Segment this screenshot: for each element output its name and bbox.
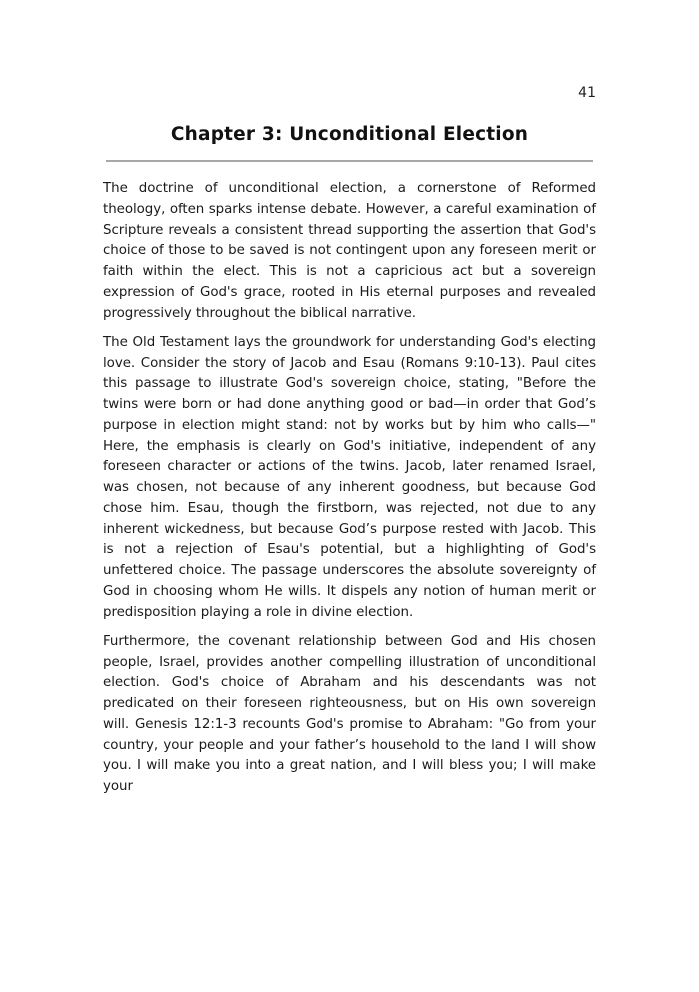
title-divider xyxy=(106,160,593,162)
paragraph: The Old Testament lays the groundwork for understanding God's electing love. Consider the story of Jacob and Esau (Romans 9:10-13). Paul cites this passage to illustrate God's sovereign choice, stating, "Before the twins were born or had done anything good or bad—in order that God’s purpose in election might stand: not by works but by him who calls—" Here, the emphasis is clearly on God's initiative, independent of any foreseen character or actions of the twins. Jacob, later renamed Israel, was chosen, not because of any inherent goodness, but because God chose him. Esau, though the firstborn, was rejected, not due to any inherent wickedness, but because God’s purpose rested with Jacob. This is not a rejection of Esau's potential, but a highlighting of God's unfettered choice. The passage underscores the absolute sovereignty of God in choosing whom He wills. It dispels any notion of human merit or predisposition playing a role in divine election. xyxy=(103,334,596,620)
paragraph: Furthermore, the covenant relationship between God and His chosen people, Israel, provides another compelling illustration of unconditional election. God's choice of Abraham and his descendants was not predicated on their foreseen righteousness, but on His own sovereign will. Genesis 12:1-3 recounts God's promise to Abraham: "Go from your country, your people and your father’s household to the land I will show you. I will make you into a great nation, and I will bless you; I will make your xyxy=(103,633,596,794)
page-number: 41 xyxy=(578,85,596,101)
body-text xyxy=(103,179,596,806)
paragraph: The doctrine of unconditional election, a cornerstone of Reformed theology, often sparks intense debate. However, a careful examination of Scripture reveals a consistent thread supporting the assertion that God's choice of those to be saved is not contingent upon any foreseen merit or faith within the elect. This is not a capricious act but a sovereign expression of God's grace, rooted in His eternal purposes and revealed progressively throughout the biblical narrative. xyxy=(103,181,596,321)
chapter-title: Chapter 3: Unconditional Election xyxy=(170,124,529,145)
